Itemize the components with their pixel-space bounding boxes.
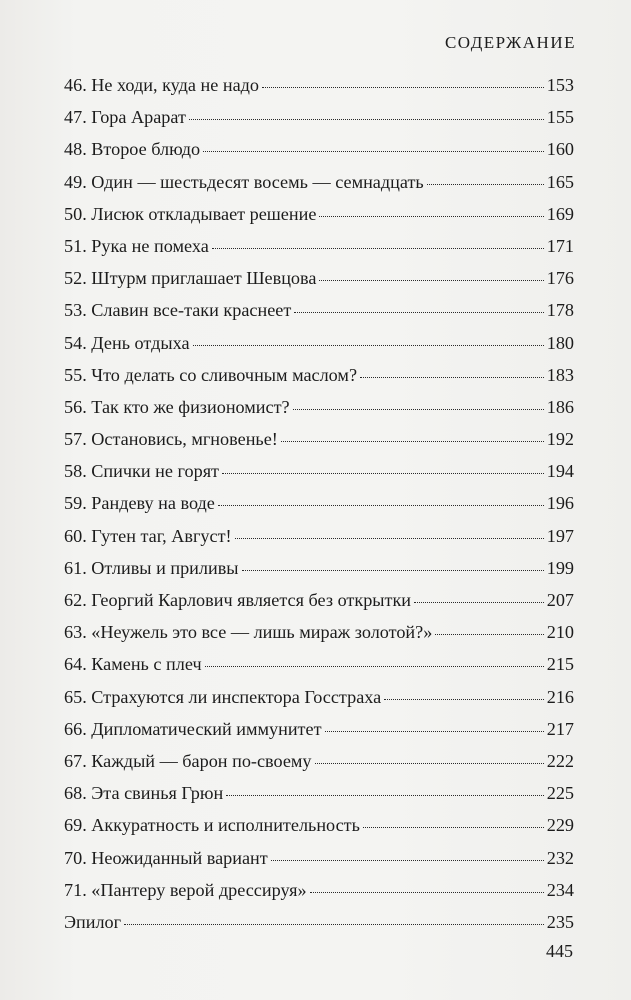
toc-entry-title: 48. Второе блюдо [64,139,201,160]
toc-entry-title: 70. Неожиданный вариант [64,847,268,868]
dot-leader [360,376,544,378]
toc-entry-title: 71. «Пантеру верой дрессируя» [64,879,307,900]
dot-leader [242,569,544,571]
toc-entry-page: 207 [546,590,574,610]
toc-entry-title: 61. Отливы и приливы [64,557,239,578]
toc-entry-title: 46. Не ходи, куда не надо [64,75,259,95]
toc-entry-title: 51. Рука не помеха [64,235,209,256]
dot-leader [319,215,543,217]
toc-entry-title: 50. Лисюк откладывает решение [64,203,317,224]
dot-leader [435,633,543,635]
toc-entry-title: Эпилог [64,911,122,932]
dot-leader [262,86,544,88]
dot-leader [189,118,544,120]
toc-entry-title: 62. Георгий Карлович является без открытки [64,590,412,610]
toc-entry-title: 64. Камень с плеч [64,654,202,675]
toc-entry [64,906,574,938]
toc-entry [64,327,574,359]
toc-entry-page: 199 [546,557,574,578]
toc-entry [64,713,574,745]
toc-entry-title: 56. Так кто же физиономист? [64,396,290,417]
toc-entry-page: 160 [546,139,574,160]
toc-entry-page: 192 [546,429,574,450]
toc-entry-title: 57. Остановись, мгновенье! [64,429,278,450]
dot-leader [193,344,544,346]
toc-entry-page: 176 [546,268,574,289]
dot-leader [124,923,544,925]
toc-entry [64,648,574,680]
dot-leader [414,601,544,603]
dot-leader [294,311,543,313]
toc-entry-title: 60. Гутен таг, Август! [64,525,232,546]
toc-entry-page: 232 [546,847,574,868]
toc-entry [64,391,574,423]
dot-leader [325,730,544,732]
toc-entry [64,616,574,648]
toc-entry-page: 197 [546,525,574,546]
toc-entry-page: 196 [546,493,574,514]
toc-entry-page: 222 [546,750,574,771]
dot-leader [310,891,544,893]
toc-entry [64,262,574,294]
toc-entry [64,359,574,391]
toc-entry [64,294,574,326]
table-of-contents [64,69,574,938]
toc-entry-title: 49. Один — шестьдесят восемь — семнадцать [64,171,424,192]
toc-entry-page: 169 [546,203,574,224]
dot-leader [363,826,544,828]
toc-entry-title: 67. Каждый — барон по-своему [64,750,312,771]
toc-entry-page: 194 [546,461,574,482]
toc-entry [64,455,574,487]
toc-entry-title: 58. Спички не горят [64,461,220,482]
dot-leader [384,698,544,700]
dot-leader [222,472,544,474]
toc-entry-page: 216 [546,686,574,707]
toc-entry [64,487,574,519]
toc-entry [64,552,574,584]
toc-entry-page: 235 [546,911,574,932]
toc-entry-title: 68. Эта свинья Грюн [64,783,224,804]
toc-entry [64,874,574,906]
toc-entry [64,809,574,841]
dot-leader [315,762,544,764]
toc-entry-page: 171 [546,235,574,256]
dot-leader [427,183,544,185]
toc-entry [64,423,574,455]
toc-entry [64,101,574,133]
toc-entry-page: 178 [546,300,574,321]
toc-entry-title: 66. Дипломатический иммунитет [64,718,322,739]
toc-entry [64,777,574,809]
dot-leader [212,247,544,249]
toc-entry [64,166,574,198]
toc-entry-page: 186 [546,396,574,417]
dot-leader [205,665,544,667]
dot-leader [293,408,544,410]
toc-entry [64,681,574,713]
toc-entry [64,69,574,101]
toc-entry-page: 183 [546,364,574,385]
running-header: СОДЕРЖАНИЕ [444,33,576,52]
toc-entry-page: 155 [546,107,574,128]
toc-entry [64,745,574,777]
toc-entry [64,198,574,230]
toc-entry-title: 52. Штурм приглашает Шевцова [64,268,317,289]
page-number: 445 [546,941,573,961]
toc-entry-title: 55. Что делать со сливочным маслом? [64,364,358,385]
toc-entry-title: 47. Гора Арарат [64,107,186,128]
toc-entry [64,842,574,874]
dot-leader [271,859,544,861]
dot-leader [319,279,543,281]
toc-entry-page: 229 [546,815,574,836]
toc-entry-page: 215 [546,654,574,675]
toc-entry-title: 53. Славин все-таки краснеет [64,300,292,321]
dot-leader [226,794,544,796]
dot-leader [281,440,544,442]
toc-entry-page: 165 [546,171,574,192]
dot-leader [218,504,544,506]
toc-entry-title: 63. «Неужель это все — лишь мираж золотой?» [64,622,433,643]
toc-entry [64,133,574,165]
toc-entry-page: 234 [546,879,574,900]
toc-entry-title: 65. Страхуются ли инспектора Госстраха [64,686,382,707]
dot-leader [235,537,544,539]
toc-entry [64,584,574,616]
toc-entry-title: 54. День отдыха [64,332,190,353]
toc-entry [64,230,574,262]
toc-entry-page: 180 [546,332,574,353]
toc-entry-title: 69. Аккуратность и исполнительность [64,815,360,836]
toc-entry-title: 59. Рандеву на воде [64,493,215,514]
toc-entry [64,520,574,552]
toc-entry-page: 210 [546,622,574,643]
toc-entry-page: 225 [546,783,574,804]
toc-entry-page: 217 [546,718,574,739]
dot-leader [203,150,544,152]
toc-entry-page: 153 [546,75,574,95]
